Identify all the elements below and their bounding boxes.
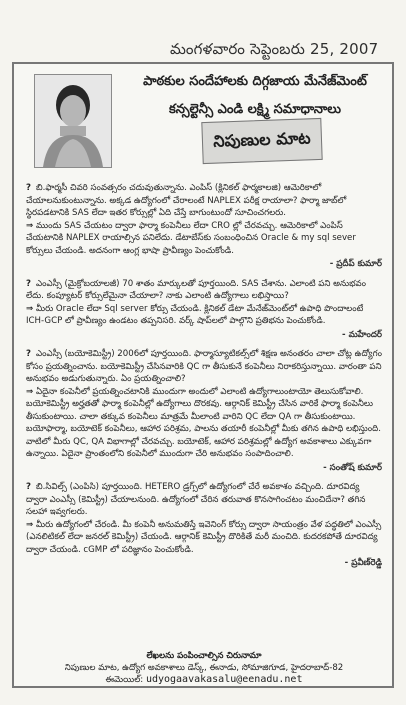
answer-symbol: ⇒ (26, 220, 34, 231)
answer-symbol: ⇒ (26, 519, 34, 530)
footer-contact (26, 650, 382, 686)
question-text-4: బి.సివిల్స్ (ఎంపిసి) పూర్తయింది. HETERO డ్రగ్స్‌లో ఉద్యోగంలో చేరే అవకాశం వచ్చింది. దూరవిద్య ద్వారా ఎంఎస్సీ (కెమిస్ట్రీ) చేయాలనుంది. ఉద్యోగంలో చేరిన తరువాత కొనసాగించటం మంచిదేనా? తగిన సలహా ఇవ్వగలరు. (26, 482, 366, 517)
answer-symbol: ⇒ (26, 386, 34, 397)
article-frame (12, 62, 394, 688)
answer-3 (26, 386, 382, 461)
question-4 (26, 481, 382, 519)
question-text-2: ఎంఎస్సీ (మైక్రోబయాలజీ) 70 శాతం మార్కులతో పూర్తయింది. SAS చేశాను. ఎలాంటి పని అనుభవం లేదు. కంప్యూటర్ కోర్సులేమైనా చేయాలా? నాకు ఎలాంటి ఉద్యోగాలు లభిస్తాయి? (26, 278, 366, 301)
question-3 (26, 348, 382, 386)
question-symbol: ? (26, 278, 31, 289)
email-label: ఈమెయిల్: (105, 675, 144, 685)
question-symbol: ? (26, 482, 31, 492)
answer-text-2: మీరు Oracle లేదా Sql server కోర్సు చేయండి. క్లినికల్ డేటా మేనేజ్‌మెంట్‌లో ఉపాధి పొందాలంటే ICH-GCP లో ప్రావీణ్యం ఉండటం తప్పనిసరి. వర్క్ షాప్‌లలో పాల్గొని ప్రతిభను పెంచుకోండి. (26, 303, 364, 326)
footer-line-1: లేఖలను పంపించాల్సిన చిరునామా (146, 651, 262, 661)
question-text-3: ఎంఎస్సీ (బయోకెమిస్ట్రీ) 2006లో పూర్తయింది. ఫార్మాస్యూటికల్స్‌లో శిక్షణ అనంతరం చాలా చోట్ల ఉద్యోగం కోసం ప్రయత్నించాను. బయోకెమిస్ట్రీ చేసినవారికి QC గా తీసుకునే కంపెనీలు నిరాకరిస్తున్నాయి. వారంతా పని అనుభవం అడుగుతున్నారు. ఏం ప్రయత్నించాలి? (26, 349, 382, 384)
footer-email-row (26, 674, 382, 686)
answer-2 (26, 303, 382, 328)
question-2 (26, 278, 382, 303)
reader-name-4: - ప్రవీణ్‌రెడ్డి (344, 558, 382, 568)
answer-text-4: మీరు ఉద్యోగంలో చేరండి. మీ కంపెనీ అనుమతిస్తే ఇవెనింగ్ కోర్సు ద్వారా సాయంత్రం వేళ పద్ధతిలో ఎంఎస్సీ (ఎనలిటికల్ లేదా జనరల్ కెమిస్ట్రీ) చేయండి. ఆర్గానిక్ కెమిస్ట్రీ దొరికితే మరీ మంచిది. కుదరకపోతే దూరవిద్య ద్వారా చేయండి. cGMP లో పరిజ్ఞానం పెంచుకోండి. (26, 519, 382, 555)
email-address: udyogaavakasalu@eenadu.net (145, 674, 303, 685)
portrait-illustration (35, 75, 111, 167)
qa-item-2 (26, 278, 382, 342)
question-text-1: బి.ఫార్మసీ చివరి సంవత్సరం చదువుతున్నాను. ఎంపిస్ (క్లినికల్ ఫార్మకాలజి) ఆమెరికాలో చేయాలనుకుంటున్నాను. అక్కడ ఉద్యోగంలో చేరాలంటే NAPLEX పరీక్ష రాయాలా? ఫార్మా జాబ్‌లో స్థిరపడటానికి SAS లేదా ఇతర కోర్సుల్లో ఏది చేస్తే బాగుంటుందో సూచించగలరు. (26, 183, 347, 218)
answer-1 (26, 220, 382, 258)
reader-name-3: - సంతోష్ కుమార్ (323, 462, 382, 473)
qa-item-4 (26, 481, 382, 570)
answer-text-1: ముందు SAS చేయటం ద్వారా ఫార్మా కంపెనీలు లేదా CRO ల్లో చేరవచ్చు. ఆమెరికాలో ఎంపిస్ చేయటానికి NAPLEX రాయాల్సిన పనిలేదు. డేటాబేస్‌కు సంబంధించిన Oracle & my sql sever కోర్సులు చేయండి. అదనంగా ఆంగ్ల భాషా ప్రావీణ్యం పెంచుకోండి. (26, 220, 356, 256)
portrait-photo (34, 74, 112, 168)
dateline: మంగళవారం సెప్టెంబరు 25, 2007 (170, 40, 379, 58)
headline-badge: నిపుణుల మాట (201, 118, 322, 164)
reader-name-2: - మహేందర్ (342, 329, 382, 340)
qa-item-1 (26, 182, 382, 271)
question-symbol: ? (26, 183, 31, 193)
answer-4 (26, 519, 382, 557)
question-1 (26, 182, 382, 220)
answer-symbol: ⇒ (26, 303, 34, 314)
answer-text-3: ఏదైనా కంపెనీలో ప్రయత్నించటానికి ముందుగా అందులో ఎలాంటి ఉద్యోగాలుంటాయో తెలుసుకోవాలి. బయోకెమిస్ట్రీ అర్హతతో ఫార్మా కంపెనీల్లో ఉద్యోగాలు దొరకవు. ఆర్గానిక్ కెమిస్ట్రీ చేసిన వారికే ఫార్మా కంపెనీలు తీసుకుంటాయి. చాలా తక్కువ కంపెనీలు మాత్రమే మీలాంటి వారిని QC లేదా QA గా తీసుకుంటాయి. బయోఫార్మా, బయోటెక్ కంపెనీలు, ఆహార పరిశ్రమ, పాలను తయారీ కంపెనీల్లో మీకు తగిన ఉపాధి లభిస్తుంది. వాటిలో మీరు QC, QA విభాగాల్లో చేరవచ్చు. బయోటెక్, ఆహార పరిశ్రమల్లో ఉద్యోగ అవకాశాలు ఎక్కువగా ఉన్నాయి. ఏదైనా ప్రాంతంలోని కంపెనీలో ముందుగా చేరి అనుభవం సంపాదించాలి. (26, 386, 381, 459)
footer-line-2: నిపుణుల మాట, ఉద్యోగ అవకాశాలు డెస్క్, ఈనాడు, సోమాజిగూడ, హైదరాబాద్-82 (64, 663, 344, 673)
reader-name-1: - ప్రదీప్ కుమార్ (329, 259, 382, 269)
article-content (26, 182, 382, 577)
headline-line-1: పాఠకుల సందేహాలకు దిగ్గజాయ మేనేజ్‌మెంట్ (143, 74, 367, 89)
headline-line-2: కన్సల్టెన్సీ ఎండి లక్ష్మి సమాధానాలు (169, 102, 341, 117)
question-symbol: ? (26, 349, 31, 359)
qa-item-3 (26, 348, 382, 474)
